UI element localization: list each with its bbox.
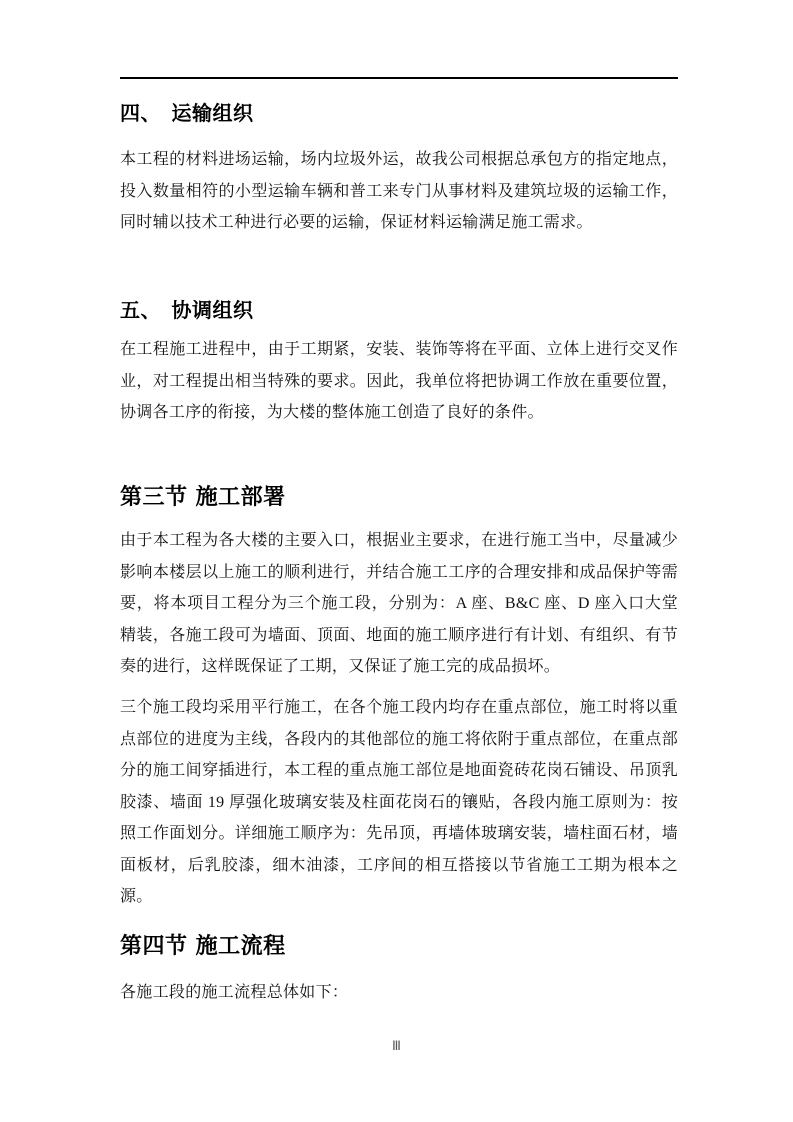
- paragraph-section4-intro: 各施工段的施工流程总体如下：: [120, 984, 349, 1001]
- paragraph-coordination-organization: 在工程施工进程中，由于工期紧，安装、装饰等将在平面、立体上进行交叉作业，对工程提出相当特殊的要求。因此，我单位将把协调工作放在重要位置，协调各工序的衔接，为大楼的整体施工创造了良好的条件。: [120, 341, 678, 421]
- page-number: Ⅲ: [392, 1038, 401, 1053]
- paragraph-section3-first: 由于本工程为各大楼的主要入口，根据业主要求，在进行施工当中，尽量减少影响本楼层以上施工的顺利进行，并结合施工工序的合理安排和成品保护等需要，将本项目工程分为三个施工段，分别为：A 座、B&C 座、D 座入口大堂精装，各施工段可为墙面、顶面、地面的施工顺序进行有计划、有组织、有节奏的进行，这样既保证了工期，又保证了施工完的成品损坏。: [120, 532, 678, 675]
- paragraph-section3-second: 三个施工段均采用平行施工，在各个施工段内均存在重点部位，施工时将以重点部位的进度为主线，各段内的其他部位的施工将依附于重点部位，在重点部分的施工间穿插进行，本工程的重点施工部位是地面瓷砖花岗石铺设、吊顶乳胶漆、墙面 19 厚强化玻璃安装及柱面花岗石的镶贴，各段内施工原则为：按照工作面划分。详细施工顺序为：先吊顶，再墙体玻璃安装，墙柱面石材，墙面板材，后乳胶漆，细木油漆，工序间的相互搭接以节省施工工期为根本之源。: [120, 699, 678, 905]
- heading-section3-construction-deployment: 第三节 施工部署: [120, 485, 286, 510]
- paragraph-transport-organization: 本工程的材料进场运输，场内垃圾外运，故我公司根据总承包方的指定地点，投入数量相符的小型运输车辆和普工来专门从事材料及建筑垃圾的运输工作，同时辅以技术工种进行必要的运输，保证材料运输满足施工需求。: [120, 151, 678, 231]
- header-rule: [120, 77, 678, 79]
- heading-section4-construction-process: 第四节 施工流程: [120, 934, 286, 959]
- heading-transport-organization: 四、 运输组织: [120, 101, 254, 125]
- heading-coordination-organization: 五、 协调组织: [120, 298, 254, 322]
